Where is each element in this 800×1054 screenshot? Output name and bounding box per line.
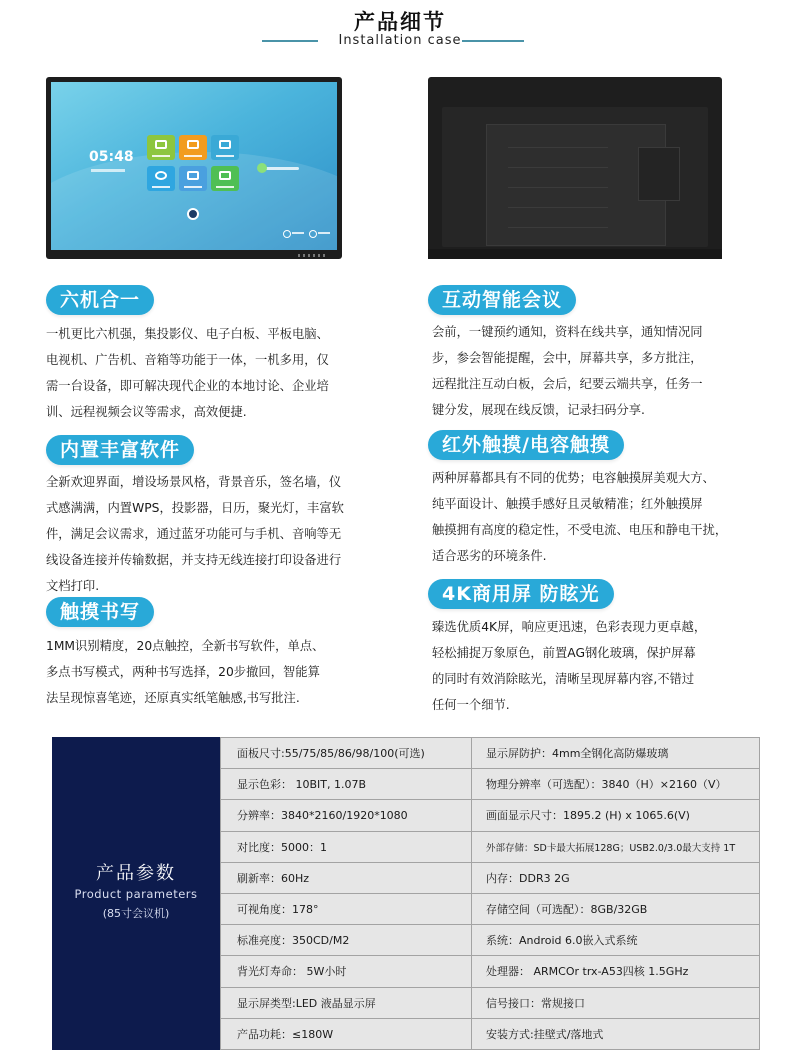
monitor-screen	[51, 82, 337, 250]
params-header-panel	[52, 737, 220, 1050]
params-table	[220, 737, 760, 1050]
feature-title-six-in-one: 六机合一	[46, 285, 154, 315]
monitor-front-image	[46, 77, 342, 259]
param-cell: 处理器： ARMCOr trx-A53四核 1.5GHz	[472, 956, 760, 987]
param-cell: 背光灯寿命： 5W小时	[221, 956, 472, 987]
feature-desc-six-in-one: 一机更比六机强，集投影仪、电子白板、平板电脑、 电视机、广告机、音箱等功能于一体，一机多用，仅 需一台设备，即可解决现代企业的本地讨论、企业培 训、远程视频会议等需求，高效便捷.	[46, 327, 329, 419]
param-cell: 显示屏类型:LED 液晶显示屏	[221, 987, 472, 1018]
table-row	[221, 800, 760, 831]
param-cell: 刷新率：60Hz	[221, 862, 472, 893]
feature-title-smart-meeting: 互动智能会议	[428, 285, 576, 315]
table-row	[221, 769, 760, 800]
table-row	[221, 987, 760, 1018]
front-buttons	[298, 254, 328, 257]
home-button-icon	[187, 208, 199, 220]
param-cell: 外部存储：SD卡最大拓展128G；USB2.0/3.0最大支持 1T	[472, 831, 760, 862]
table-row	[221, 925, 760, 956]
back-port-box	[638, 147, 680, 201]
params-title: 产品参数	[96, 863, 176, 884]
param-cell: 显示色彩： 10BIT, 1.07B	[221, 769, 472, 800]
feature-title-touch-writing: 触摸书写	[46, 597, 154, 627]
param-cell: 存储空间（可选配）：8GB/32GB	[472, 893, 760, 924]
param-cell: 对比度：5000：1	[221, 831, 472, 862]
slider-knob-icon	[257, 163, 267, 173]
feature-desc-touch-writing: 1MM识别精度，20点触控，全新书写软件，单点、 多点书写模式，两种书写选择，20步撤回，智能算 法呈现惊喜笔迹，还原真实纸笔触感,书写批注.	[46, 639, 325, 705]
feature-desc-software: 全新欢迎界面，增设场景风格，背景音乐，签名墙，仪 式感满满，内置WPS，投影器，日历，聚光灯，丰富软 件，满足会议需求，通过蓝牙功能可与手机、音响等无 线设备连接并传输数据，并支持无线连接打印设备进行 文档打印.	[46, 475, 344, 593]
feature-title-4k-screen: 4K商用屏 防眩光	[428, 579, 614, 609]
page-title: 产品细节	[354, 10, 446, 34]
param-cell: 信号接口：常规接口	[472, 987, 760, 1018]
divider-right	[462, 40, 524, 42]
app-tile-icon	[147, 135, 175, 160]
theme-icon	[309, 230, 317, 238]
table-row	[221, 738, 760, 769]
meeting-tile-icon	[211, 135, 239, 160]
param-cell: 画面显示尺寸：1895.2 (H) x 1065.6(V)	[472, 800, 760, 831]
table-row	[221, 956, 760, 987]
param-cell: 分辨率：3840*2160/1920*1080	[221, 800, 472, 831]
param-cell: 可视角度：178°	[221, 893, 472, 924]
monitor-back-image	[428, 77, 722, 259]
feature-desc-4k-screen: 臻选优质4K屏，响应更迅速，色彩表现力更卓越， 轻松捕捉万象原色，前置AG钢化玻璃，保护屏幕 的同时有效消除眩光，清晰呈现屏幕内容,不错过 任何一个细节.	[432, 620, 707, 712]
feature-desc-smart-meeting: 会前，一键预约通知，资料在线共享，通知情况同 步，参会智能提醒，会中，屏幕共享，多方批注， 远程批注互动白板，会后，纪要云端共享，任务一 键分发，展现在线反馈，记录扫码分享.	[432, 325, 703, 417]
param-cell: 标准亮度：350CD/M2	[221, 925, 472, 956]
param-cell: 物理分辨率（可选配）：3840（H）×2160（V）	[472, 769, 760, 800]
feature-desc-touch-type: 两种屏幕都具有不同的优势；电容触摸屏美观大方、 纯平面设计、触摸手感好且灵敏精准；红外触摸屏 触摸拥有高度的稳定性，不受电流、电压和静电干扰， 适合恶劣的环境条件.	[432, 471, 728, 563]
feature-title-touch-type: 红外触摸/电容触摸	[428, 430, 624, 460]
feature-title-software: 内置丰富软件	[46, 435, 194, 465]
table-row	[221, 893, 760, 924]
page-subtitle: Installation case	[338, 33, 462, 48]
param-cell: 系统：Android 6.0嵌入式系统	[472, 925, 760, 956]
param-cell: 安装方式:挂壁式/落地式	[472, 1018, 760, 1049]
params-title-en: Product parameters	[74, 887, 198, 901]
param-cell: 面板尺寸:55/75/85/86/98/100(可选)	[221, 738, 472, 769]
folder-tile-icon	[179, 135, 207, 160]
params-subtitle: (85寸会议机)	[102, 907, 170, 920]
param-cell: 内存：DDR3 2G	[472, 862, 760, 893]
settings-icon	[283, 230, 291, 238]
param-cell: 产品功耗：≤180W	[221, 1018, 472, 1049]
browser-tile-icon	[147, 166, 175, 191]
table-row	[221, 831, 760, 862]
param-cell: 显示屏防护：4mm全钢化高防爆玻璃	[472, 738, 760, 769]
table-row	[221, 1018, 760, 1049]
calendar-tile-icon	[179, 166, 207, 191]
apps-tile-icon	[211, 166, 239, 191]
table-row	[221, 862, 760, 893]
screen-clock: 05:48	[89, 149, 134, 165]
